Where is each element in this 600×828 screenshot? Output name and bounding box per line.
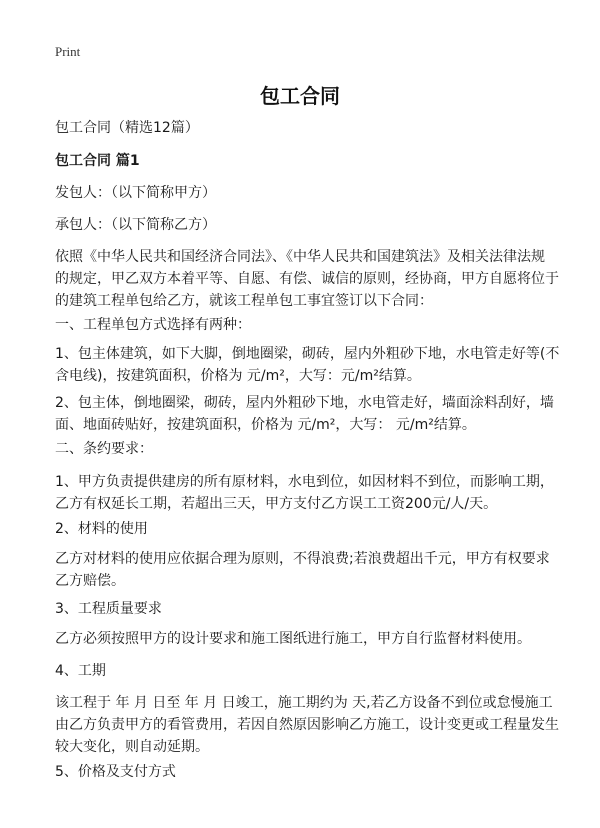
clause1-item1-line: 含电线)，按建筑面积，价格为 元/m²，大写：元/m²结算。 — [55, 368, 421, 384]
intro-line: 的规定，甲乙双方本着平等、自愿、有偿、诚信的原则，经协商，甲方自愿将位于 — [55, 271, 559, 287]
clause1-item2 — [55, 392, 555, 436]
clause2-item1-line: 1、甲方负责提供建房的所有原材料，水电到位，如因材料不到位，而影响工期， — [55, 474, 554, 490]
clause1-item2-line: 2、包主体，倒地圈梁，砌砖，屋内外粗砂下地，水电管走好，墙面涂料刮好，墙 — [55, 395, 554, 411]
clause2-item4-heading: 4、工期 — [55, 663, 106, 679]
clause2-item4-line: 较大变化，则自动延期。 — [55, 739, 209, 755]
clause1-item1 — [55, 343, 560, 387]
clause2-item1-line: 乙方有权延长工期，若超出三天，甲方支付乙方误工工资200元/人/天。 — [55, 496, 498, 512]
document-subtitle: 包工合同（精选12篇） — [55, 120, 199, 136]
clause2-item2-line: 乙方赔偿。 — [55, 573, 125, 589]
clause2-heading: 二、条约要求： — [55, 441, 153, 457]
clause2-item4-text — [55, 692, 559, 758]
party-a-line: 发包人：（以下简称甲方） — [55, 185, 216, 201]
clause2-item3-text: 乙方必须按照甲方的设计要求和施工图纸进行施工，甲方自行监督材料使用。 — [55, 631, 531, 647]
clause2-item5-heading: 5、价格及支付方式 — [55, 764, 176, 780]
clause1-item2-line: 面、地面砖贴好，按建筑面积，价格为 元/m²，大写： 元/m²结算。 — [55, 417, 476, 433]
section-heading: 包工合同 篇1 — [55, 153, 140, 169]
clause2-item4-line: 该工程于 年 月 日至 年 月 日竣工，施工期约为 天,若乙方设备不到位或怠慢施工 — [55, 695, 553, 711]
intro-paragraph — [55, 246, 559, 312]
document-title: 包工合同 — [260, 84, 340, 108]
clause2-item3-heading: 3、工程质量要求 — [55, 601, 162, 617]
party-b-line: 承包人：（以下简称乙方） — [55, 217, 216, 233]
clause2-item1 — [55, 471, 555, 515]
clause2-item2-line: 乙方对材料的使用应依据合理为原则，不得浪费;若浪费超出千元，甲方有权要求 — [55, 551, 550, 567]
clause1-heading: 一、工程单包方式选择有两种： — [55, 317, 251, 333]
clause2-item2-heading: 2、材料的使用 — [55, 521, 148, 537]
print-label: Print — [55, 44, 81, 59]
clause2-item4-line: 由乙方负责甲方的看管费用，若因自然原因影响乙方施工，设计变更或工程量发生 — [55, 717, 559, 733]
intro-line: 依照《中华人民共和国经济合同法》、《中华人民共和国建筑法》及相关法律法规 — [55, 249, 545, 265]
clause1-item1-line: 1、包主体建筑，如下大脚，倒地圈梁，砌砖，屋内外粗砂下地，水电管走好等(不 — [55, 346, 560, 362]
clause2-item2-text — [55, 548, 555, 592]
intro-line: 的建筑工程单包给乙方，就该工程单包工事宜签订以下合同： — [55, 293, 433, 309]
